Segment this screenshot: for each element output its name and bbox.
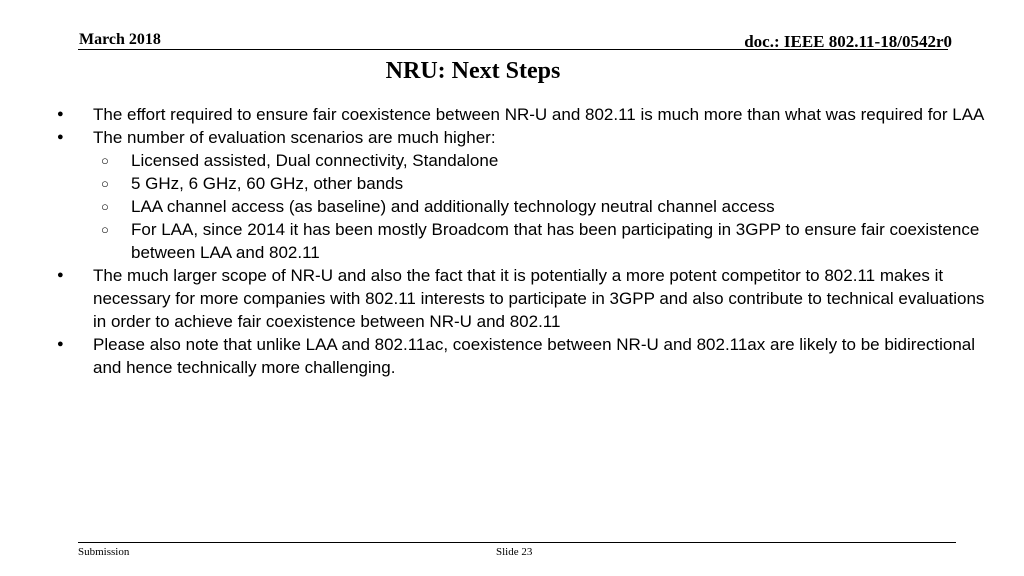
sub-bullet-text: For LAA, since 2014 it has been mostly Broadcom that has been participating in 3GPP to ensure fair coexistence between LAA and 802.11 bbox=[131, 220, 980, 262]
bullet-item bbox=[52, 333, 1002, 379]
slide-title: NRU: Next Steps bbox=[385, 58, 561, 84]
sub-bullet-text: LAA channel access (as baseline) and additionally technology neutral channel access bbox=[131, 197, 775, 216]
sub-bullet-text: 5 GHz, 6 GHz, 60 GHz, other bands bbox=[131, 174, 404, 193]
bullet-dot-icon: ● bbox=[57, 338, 64, 350]
footer-divider bbox=[78, 542, 956, 543]
bullet-dot-icon: ● bbox=[57, 131, 64, 143]
footer-slide-number: Slide 23 bbox=[496, 546, 533, 558]
bullet-item bbox=[52, 103, 1002, 126]
bullet-dot-icon: ● bbox=[57, 269, 64, 281]
bullet-item bbox=[52, 264, 1002, 333]
bullet-text: The number of evaluation scenarios are much higher: bbox=[93, 128, 496, 147]
sub-bullet-item bbox=[52, 218, 1002, 264]
footer-submission: Submission bbox=[78, 546, 130, 558]
sub-bullet-item bbox=[52, 172, 1002, 195]
bullet-circle-icon: ○ bbox=[101, 176, 109, 191]
sub-bullet-item bbox=[52, 149, 1002, 172]
bullet-text: The much larger scope of NR-U and also the fact that it is potentially a more potent competitor to 802.11 makes it necessary for more companies with 802.11 interests to participate in 3GPP and also contribute to technical evaluations in order to achieve fair coexistence between NR-U and 802.11 bbox=[93, 266, 985, 331]
header-divider bbox=[78, 49, 948, 50]
bullet-text: The effort required to ensure fair coexistence between NR-U and 802.11 is much more than what was required for LAA bbox=[93, 105, 985, 124]
bullet-circle-icon: ○ bbox=[101, 199, 109, 214]
bullet-text: Please also note that unlike LAA and 802.11ac, coexistence between NR-U and 802.11ax are likely to be bidirectional and hence technically more challenging. bbox=[93, 335, 976, 377]
bullet-circle-icon: ○ bbox=[101, 153, 109, 168]
sub-bullet-text: Licensed assisted, Dual connectivity, Standalone bbox=[131, 151, 499, 170]
header-date: March 2018 bbox=[79, 31, 161, 48]
sub-bullet-item bbox=[52, 195, 1002, 218]
bullet-item bbox=[52, 126, 1002, 149]
bullet-circle-icon: ○ bbox=[101, 222, 109, 237]
header-doc-id: doc.: IEEE 802.11-18/0542r0 bbox=[744, 32, 952, 51]
bullet-dot-icon: ● bbox=[57, 108, 64, 120]
slide-body bbox=[52, 103, 1002, 379]
